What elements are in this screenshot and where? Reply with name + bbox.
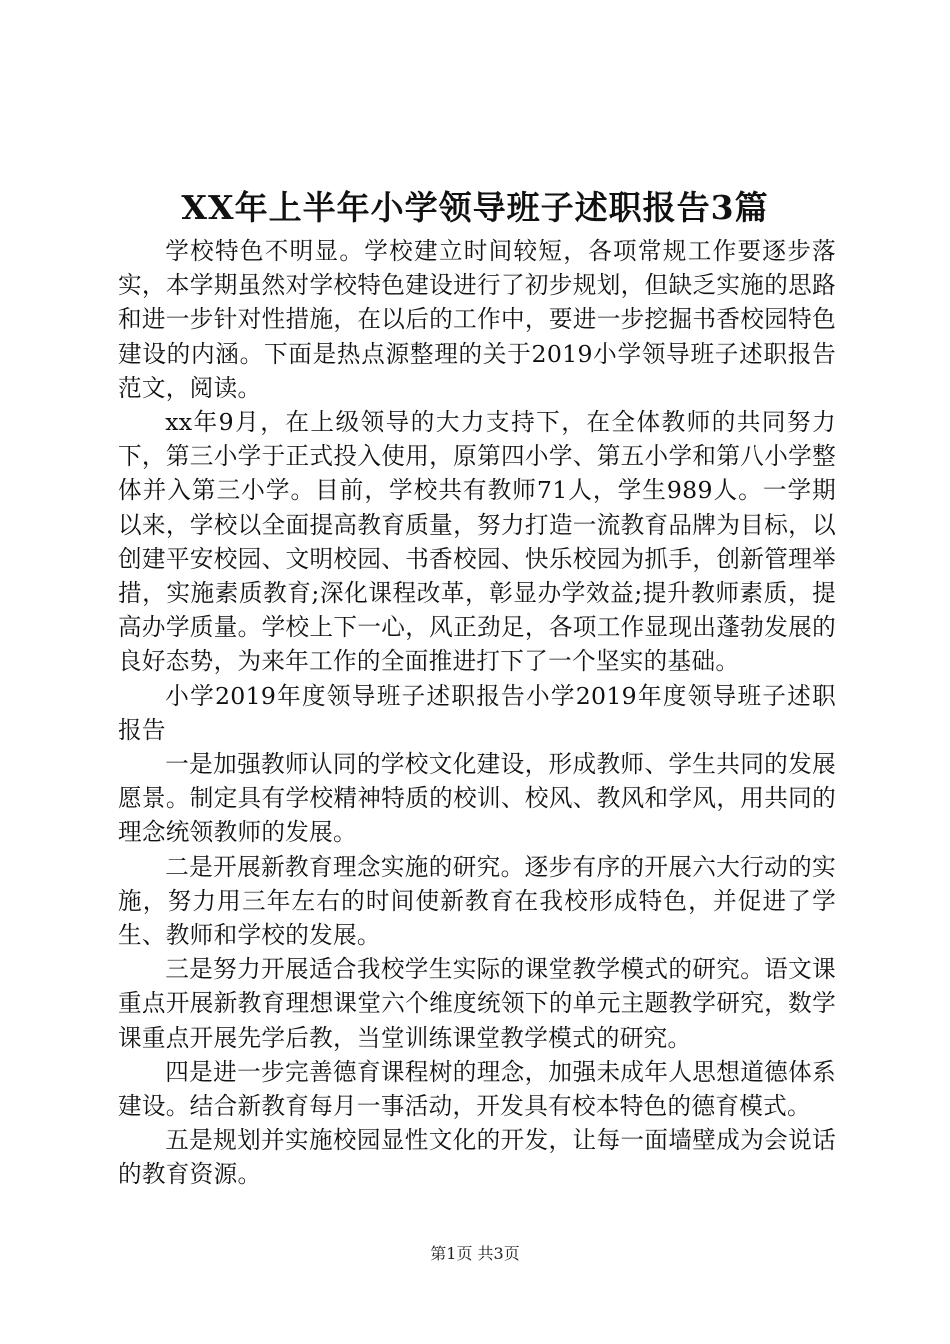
page-number-footer: 第1页 共3页 (430, 1244, 520, 1263)
paragraph-intro: 学校特色不明显。学校建立时间较短，各项常规工作要逐步落实，本学期虽然对学校特色建设进行了初步规划，但缺乏实施的思路和进一步针对性措施，在以后的工作中，要进一步挖掘书香校园特色建设的内涵。下面是热点源整理的关于2019小学领导班子述职报告范文，阅读。 (118, 237, 836, 402)
paragraph-item-three: 三是努力开展适合我校学生实际的课堂教学模式的研究。语文课重点开展新教育理想课堂六个维度统领下的单元主题教学研究，数学课重点开展先学后教，当堂训练课堂教学模式的研究。 (118, 955, 836, 1052)
paragraph-report-heading: 小学2019年度领导班子述职报告小学2019年度领导班子述职报告 (118, 681, 836, 744)
document-body (118, 234, 836, 1192)
paragraph-item-one: 一是加强教师认同的学校文化建设，形成教师、学生共同的发展愿景。制定具有学校精神特质的校训、校风、教风和学风，用共同的理念统领教师的发展。 (118, 750, 836, 847)
document-title: XX年上半年小学领导班子述职报告3篇 (181, 188, 769, 227)
paragraph-school-overview: xx年9月，在上级领导的大力支持下，在全体教师的共同努力下，第三小学于正式投入使用，原第四小学、第五小学和第八小学整体并入第三小学。目前，学校共有教师71人，学生989人。一学期以来，学校以全面提高教育质量，努力打造一流教育品牌为目标，以创建平安校园、文明校园、书香校园、快乐校园为抓手，创新管理举措，实施素质教育;深化课程改革，彰显办学效益;提升教师素质，提高办学质量。学校上下一心，风正劲足，各项工作显现出蓬勃发展的良好态势，为来年工作的全面推进打下了一个坚实的基础。 (118, 408, 836, 676)
paragraph-item-five: 五是规划并实施校园显性文化的开发，让每一面墙壁成为会说话的教育资源。 (118, 1126, 836, 1189)
paragraph-item-four: 四是进一步完善德育课程树的理念，加强未成年人思想道德体系建设。结合新教育每月一事活动，开发具有校本特色的德育模式。 (118, 1057, 836, 1121)
paragraph-item-two: 二是开展新教育理念实施的研究。逐步有序的开展六大行动的实施，努力用三年左右的时间使新教育在我校形成特色，并促进了学生、教师和学校的发展。 (118, 852, 836, 950)
